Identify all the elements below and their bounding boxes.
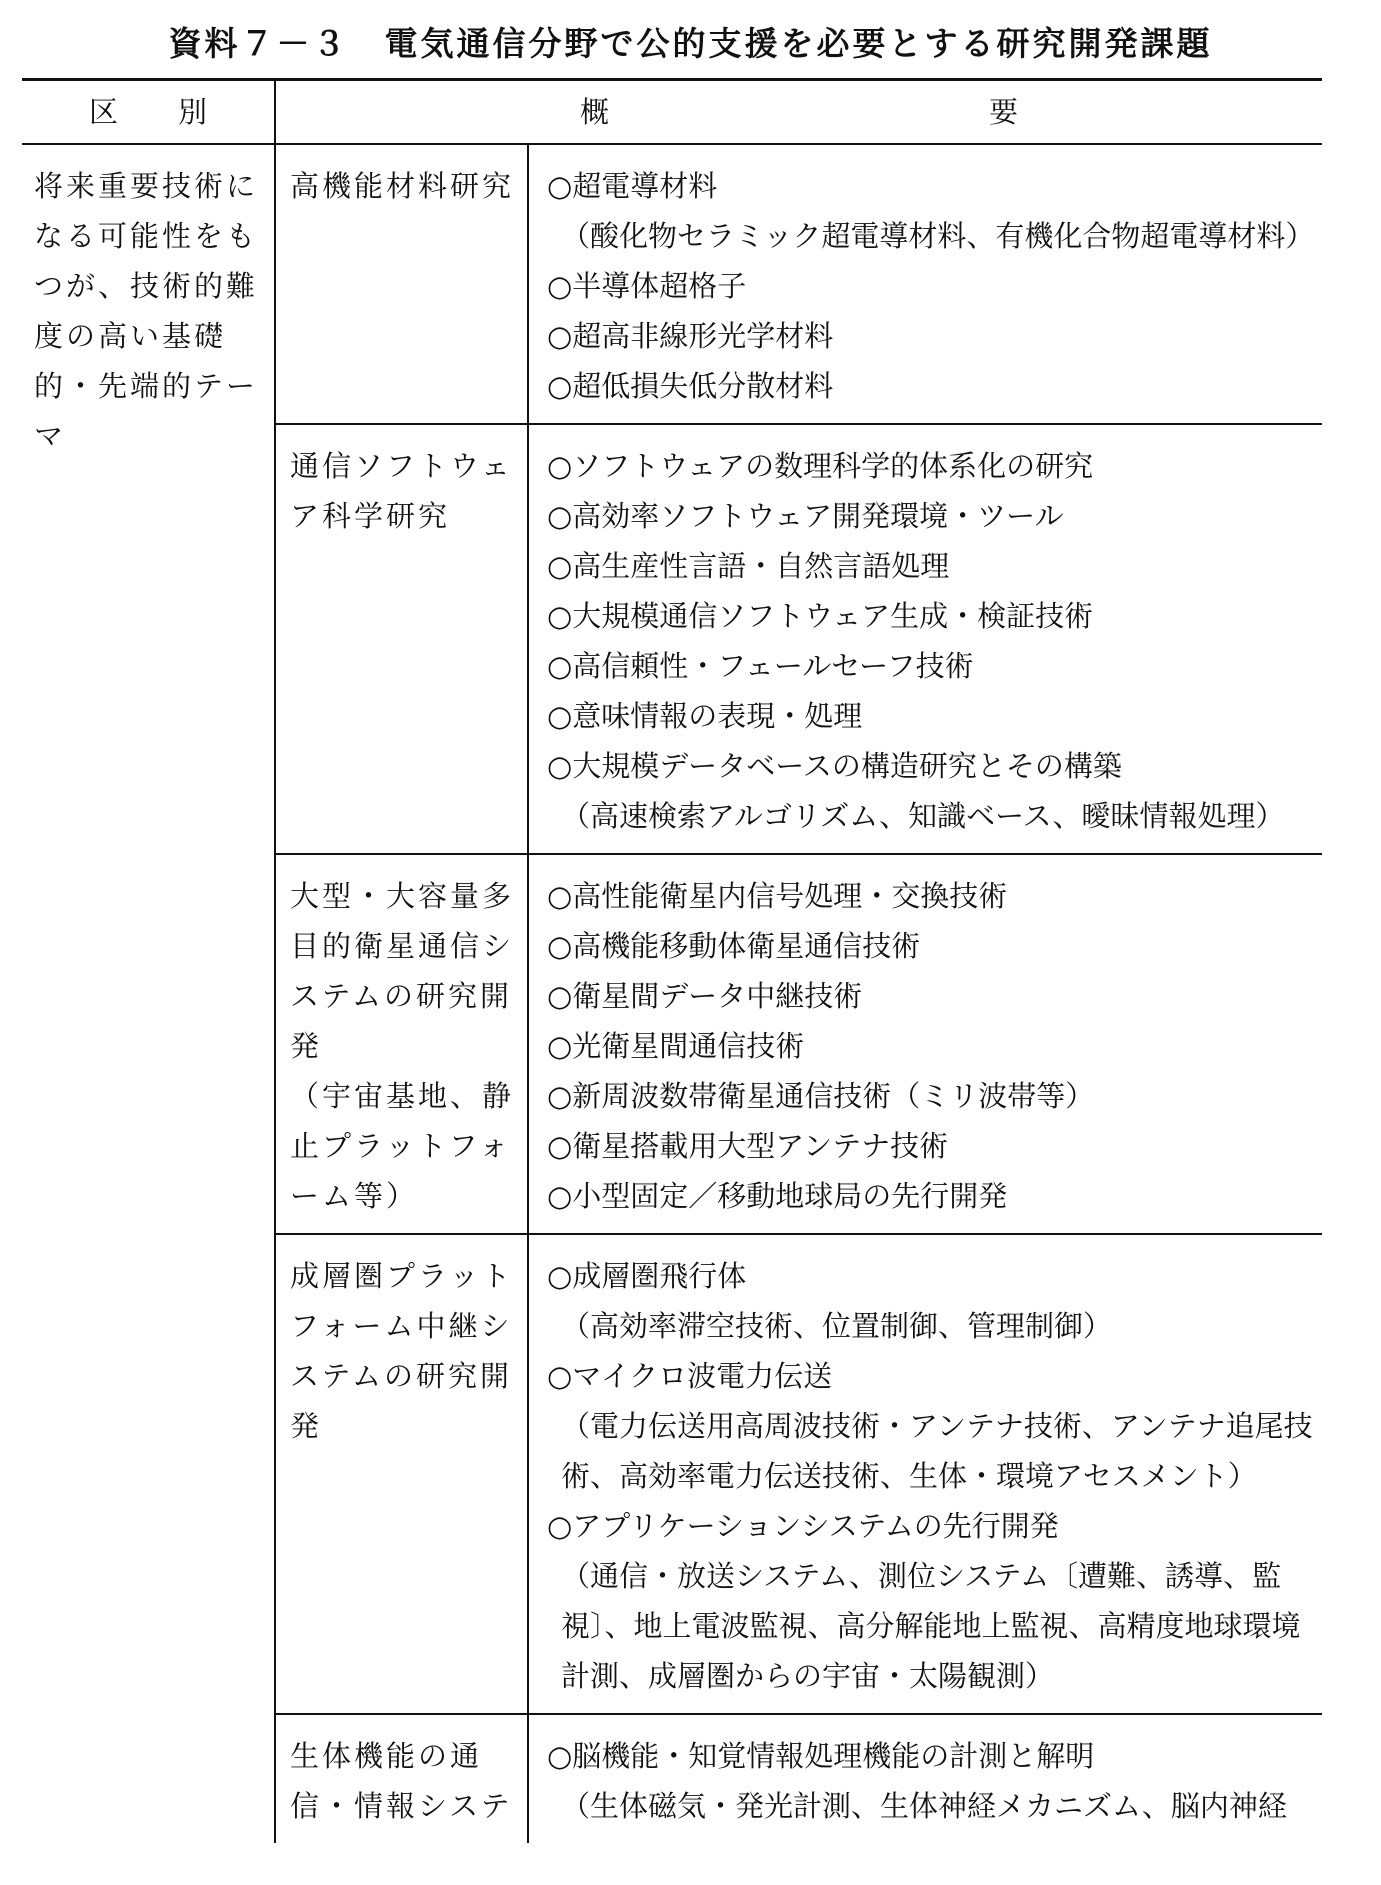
detail-line: ○高効率ソフトウェア開発環境・ツール bbox=[547, 499, 1064, 533]
detail-cell bbox=[528, 144, 1322, 424]
detail-line: ○小型固定／移動地球局の先行開発 bbox=[547, 1179, 1008, 1213]
detail-line: ○大規模通信ソフトウェア生成・検証技術 bbox=[547, 599, 1094, 633]
detail-line: （酸化物セラミック超電導材料、有機化合物超電導材料） bbox=[561, 219, 1315, 253]
topic-cell bbox=[275, 1234, 528, 1714]
detail-line: ○衛星間データ中継技術 bbox=[547, 979, 863, 1013]
detail-line: ○脳機能・知覚情報処理機能の計測と解明 bbox=[547, 1739, 1095, 1773]
detail-line: ○超電導材料 bbox=[547, 169, 718, 203]
header-classification: 区別 bbox=[22, 80, 275, 145]
research-topics-table bbox=[22, 78, 1322, 1843]
detail-line: ○ソフトウェアの数理科学的体系化の研究 bbox=[547, 449, 1094, 483]
detail-cell bbox=[528, 424, 1322, 854]
detail-line: ○新周波数帯衛星通信技術（ミリ波帯等） bbox=[547, 1079, 1095, 1113]
table-row bbox=[22, 144, 1322, 424]
topic-text: 成層圏プラットフォーム中継システムの研究開発 bbox=[290, 1259, 514, 1443]
detail-cell bbox=[528, 1714, 1322, 1843]
detail-line: ○高信頼性・フェールセーフ技術 bbox=[547, 649, 974, 683]
topic-cell bbox=[275, 1714, 528, 1843]
detail-line: ○高性能衛星内信号処理・交換技術 bbox=[547, 879, 1008, 913]
detail-cell bbox=[528, 1234, 1322, 1714]
detail-line: ○大規模データベースの構造研究とその構築 bbox=[547, 749, 1122, 783]
topic-text: 通信ソフトウェア科学研究 bbox=[290, 449, 513, 533]
table-body bbox=[22, 144, 1322, 1843]
header-summary-char-1: 概 bbox=[579, 95, 609, 129]
detail-line: ○衛星搭載用大型アンテナ技術 bbox=[547, 1129, 949, 1163]
page-title: 資料７－３ 電気通信分野で公的支援を必要とする研究開発課題 bbox=[168, 24, 1213, 63]
detail-line: ○超低損失低分散材料 bbox=[547, 369, 834, 403]
header-summary-char-2: 要 bbox=[989, 95, 1019, 129]
detail-line: （高効率滞空技術、位置制御、管理制御） bbox=[561, 1309, 1113, 1343]
detail-cell bbox=[528, 854, 1322, 1234]
topic-text: 大型・大容量多目的衛星通信システムの研究開発 bbox=[290, 879, 515, 1063]
topic-cell bbox=[275, 144, 528, 424]
detail-line: ○半導体超格子 bbox=[547, 269, 747, 303]
header-summary bbox=[275, 80, 1322, 145]
detail-line: ○高生産性言語・自然言語処理 bbox=[547, 549, 950, 583]
topic-cell bbox=[275, 854, 528, 1234]
topic-text: 生体機能の通信・情報システ bbox=[290, 1739, 513, 1823]
detail-line: ○高機能移動体衛星通信技術 bbox=[547, 929, 921, 963]
detail-line: （通信・放送システム、測位システム〔遭難、誘導、監視〕、地上電波監視、高分解能地上監視、高精度地球環境計測、成層圏からの宇宙・太陽観測） bbox=[561, 1559, 1301, 1693]
detail-line: ○意味情報の表現・処理 bbox=[547, 699, 863, 733]
detail-line: ○超高非線形光学材料 bbox=[547, 319, 834, 353]
topic-note: （宇宙基地、静止プラットフォーム等） bbox=[290, 1079, 515, 1213]
detail-line: （高速検索アルゴリズム、知識ベース、曖昧情報処理） bbox=[561, 799, 1285, 833]
table-header-row bbox=[22, 80, 1322, 145]
topic-cell bbox=[275, 424, 528, 854]
detail-line: ○成層圏飛行体 bbox=[547, 1259, 747, 1293]
category-cell: 将来重要技術になる可能性をもつが、技術的難度の高い基礎的・先端的テーマ bbox=[22, 144, 275, 1843]
detail-line: ○光衛星間通信技術 bbox=[547, 1029, 805, 1063]
topic-text: 高機能材料研究 bbox=[290, 169, 515, 203]
detail-line: （生体磁気・発光計測、生体神経メカニズム、脳内神経 bbox=[561, 1789, 1287, 1823]
detail-line: ○マイクロ波電力伝送 bbox=[547, 1359, 833, 1393]
detail-line: ○アプリケーションシステムの先行開発 bbox=[547, 1509, 1059, 1543]
detail-line: （電力伝送用高周波技術・アンテナ技術、アンテナ追尾技術、高効率電力伝送技術、生体・環境アセスメント） bbox=[561, 1409, 1313, 1493]
